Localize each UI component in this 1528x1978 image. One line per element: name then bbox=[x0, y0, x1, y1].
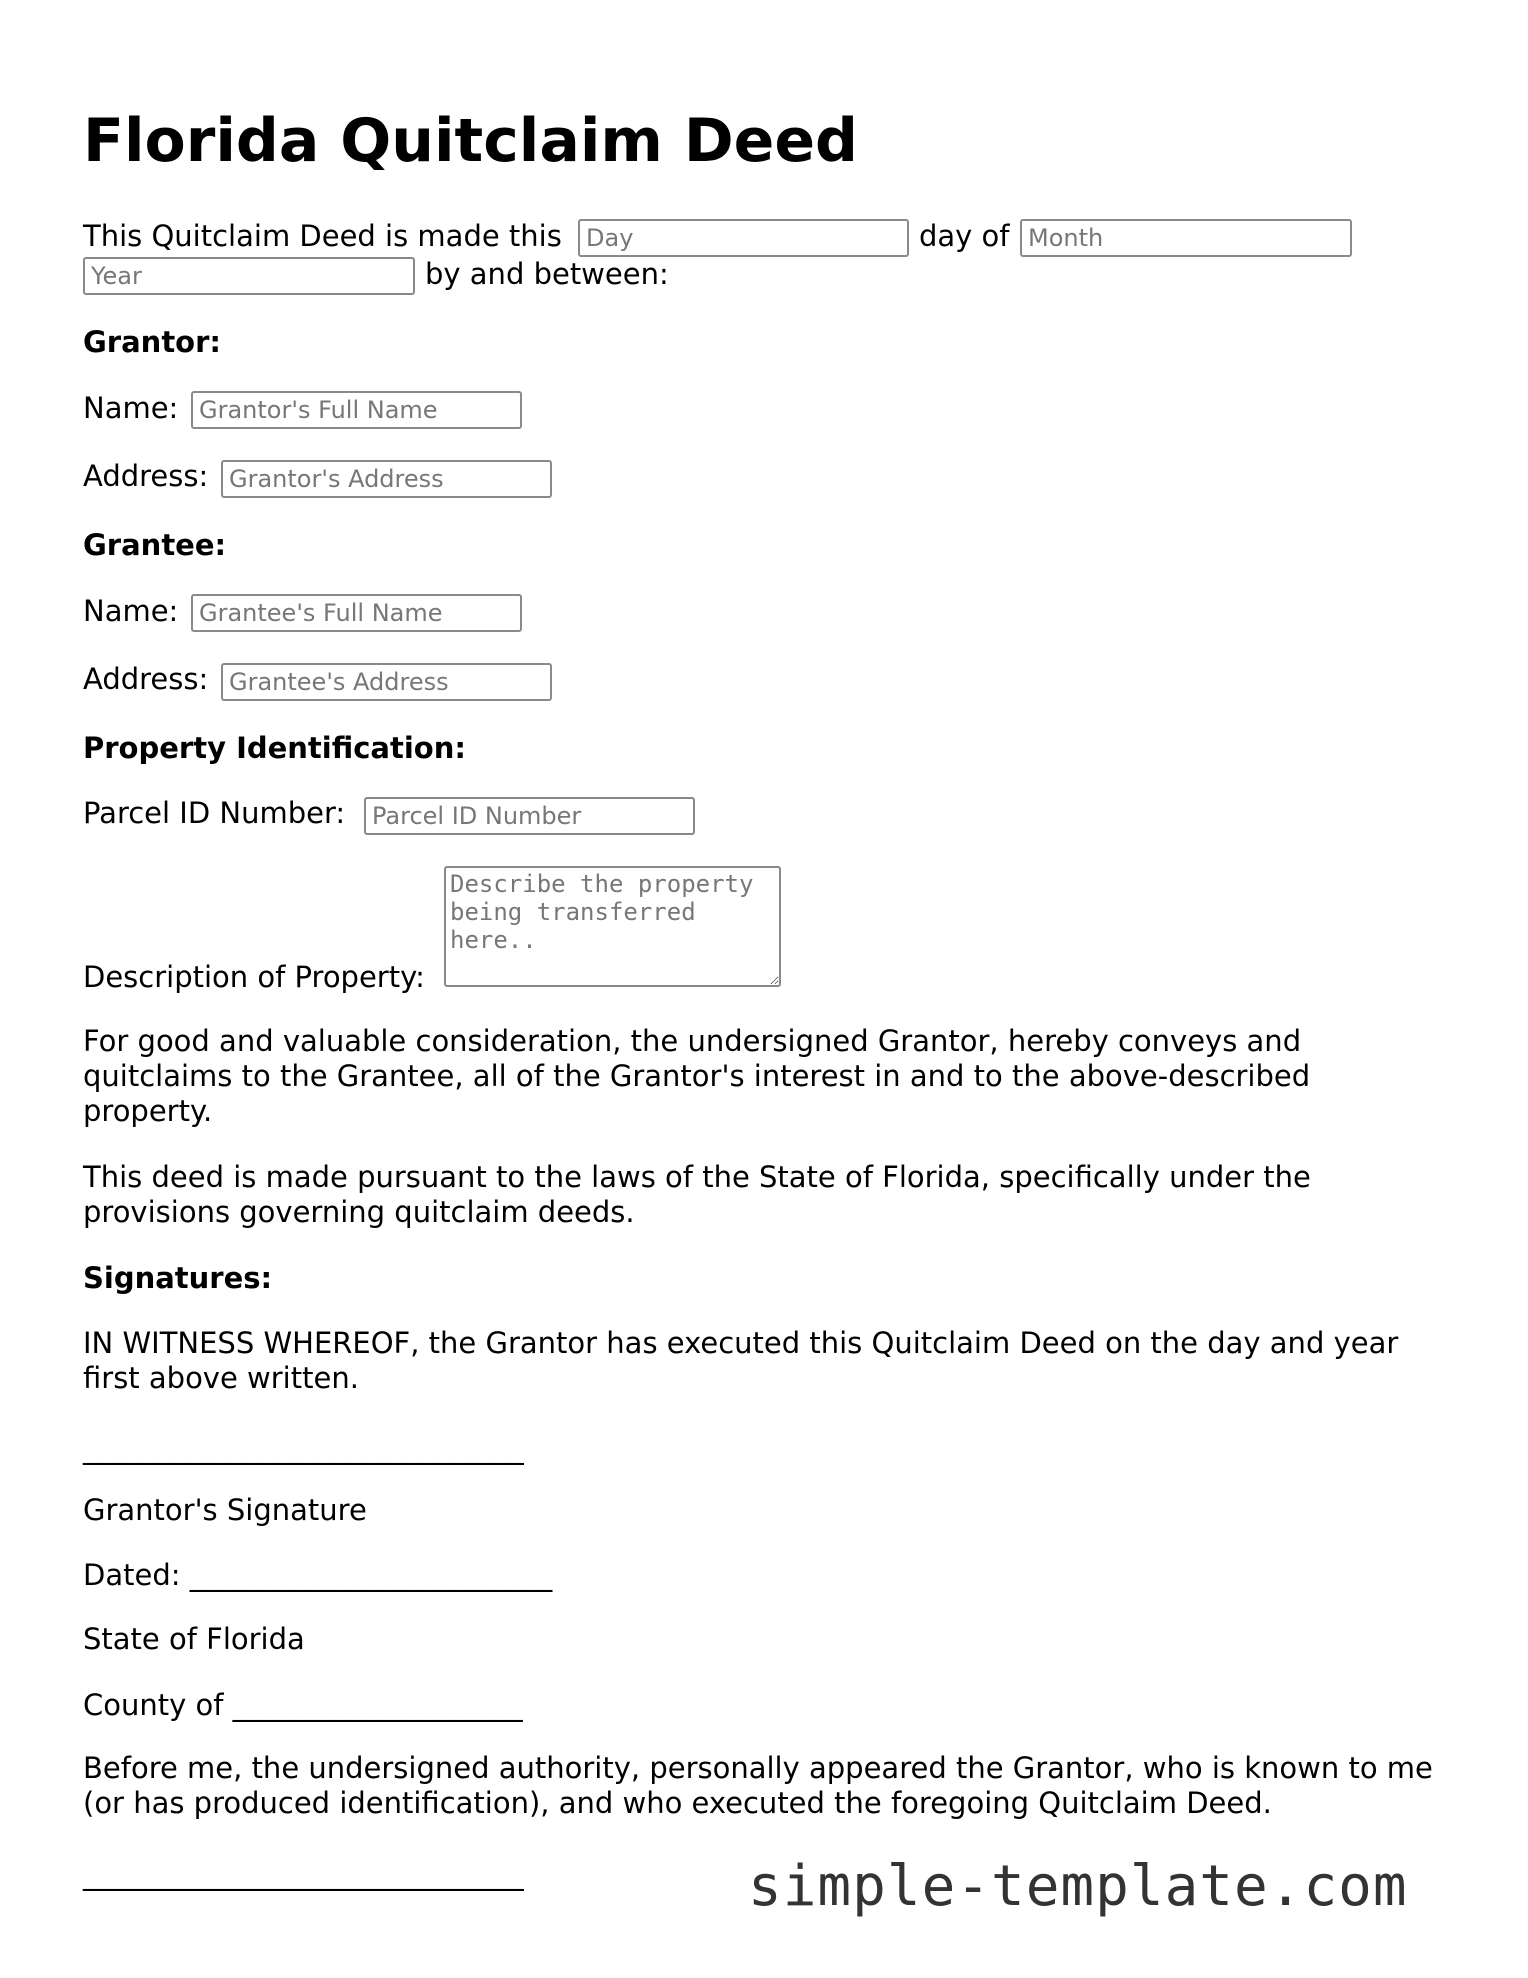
county-line: County of ____________________ bbox=[83, 1688, 523, 1722]
grantee-heading: Grantee: bbox=[83, 528, 227, 562]
grantor-address-input[interactable] bbox=[221, 460, 552, 498]
acknowledgment-paragraph: Before me, the undersigned authority, personally appeared the Grantor, who is known to me (or has produced identification), and who executed the foregoing Quitclaim Deed. bbox=[83, 1751, 1433, 1820]
parcel-id-label: Parcel ID Number: bbox=[83, 796, 346, 830]
grantee-address-input[interactable] bbox=[221, 663, 552, 701]
dated-line: Dated: _________________________ bbox=[83, 1558, 553, 1592]
property-description-textarea[interactable] bbox=[444, 866, 781, 987]
state-text: State of Florida bbox=[83, 1622, 305, 1656]
month-input[interactable] bbox=[1020, 219, 1352, 257]
day-of-text: day of bbox=[919, 219, 1010, 253]
grantee-name-label: Name: bbox=[83, 594, 179, 628]
grantor-name-input[interactable] bbox=[191, 391, 522, 429]
grantee-address-label: Address: bbox=[83, 662, 209, 696]
page-title: Florida Quitclaim Deed bbox=[83, 106, 858, 176]
property-heading: Property Identification: bbox=[83, 731, 466, 765]
by-and-between-text: by and between: bbox=[425, 257, 669, 291]
grantee-name-input[interactable] bbox=[191, 594, 522, 632]
conveyance-paragraph: For good and valuable consideration, the undersigned Grantor, hereby conveys and quitclaims to the Grantee, all of the Grantor's interest in and to the above-described property. bbox=[83, 1024, 1311, 1128]
watermark-text: simple-template.com bbox=[748, 1854, 1408, 1919]
grantor-signature-label: Grantor's Signature bbox=[83, 1493, 367, 1527]
property-description-label: Description of Property: bbox=[83, 960, 425, 994]
pursuant-paragraph: This deed is made pursuant to the laws of the State of Florida, specifically under the provisions governing quitclaim deeds. bbox=[83, 1160, 1311, 1229]
grantor-heading: Grantor: bbox=[83, 325, 222, 359]
day-input[interactable] bbox=[578, 219, 909, 257]
parcel-id-input[interactable] bbox=[364, 797, 695, 835]
signatures-heading: Signatures: bbox=[83, 1261, 273, 1295]
year-input[interactable] bbox=[83, 257, 415, 295]
grantor-address-label: Address: bbox=[83, 459, 209, 493]
witness-paragraph: IN WITNESS WHEREOF, the Grantor has executed this Quitclaim Deed on the day and year first above written. bbox=[83, 1326, 1399, 1395]
intro-text: This Quitclaim Deed is made this bbox=[83, 219, 562, 253]
grantor-signature-line: ______________________________ bbox=[83, 1431, 524, 1465]
notary-signature-line: ______________________________ bbox=[83, 1857, 524, 1891]
grantor-name-label: Name: bbox=[83, 391, 179, 425]
